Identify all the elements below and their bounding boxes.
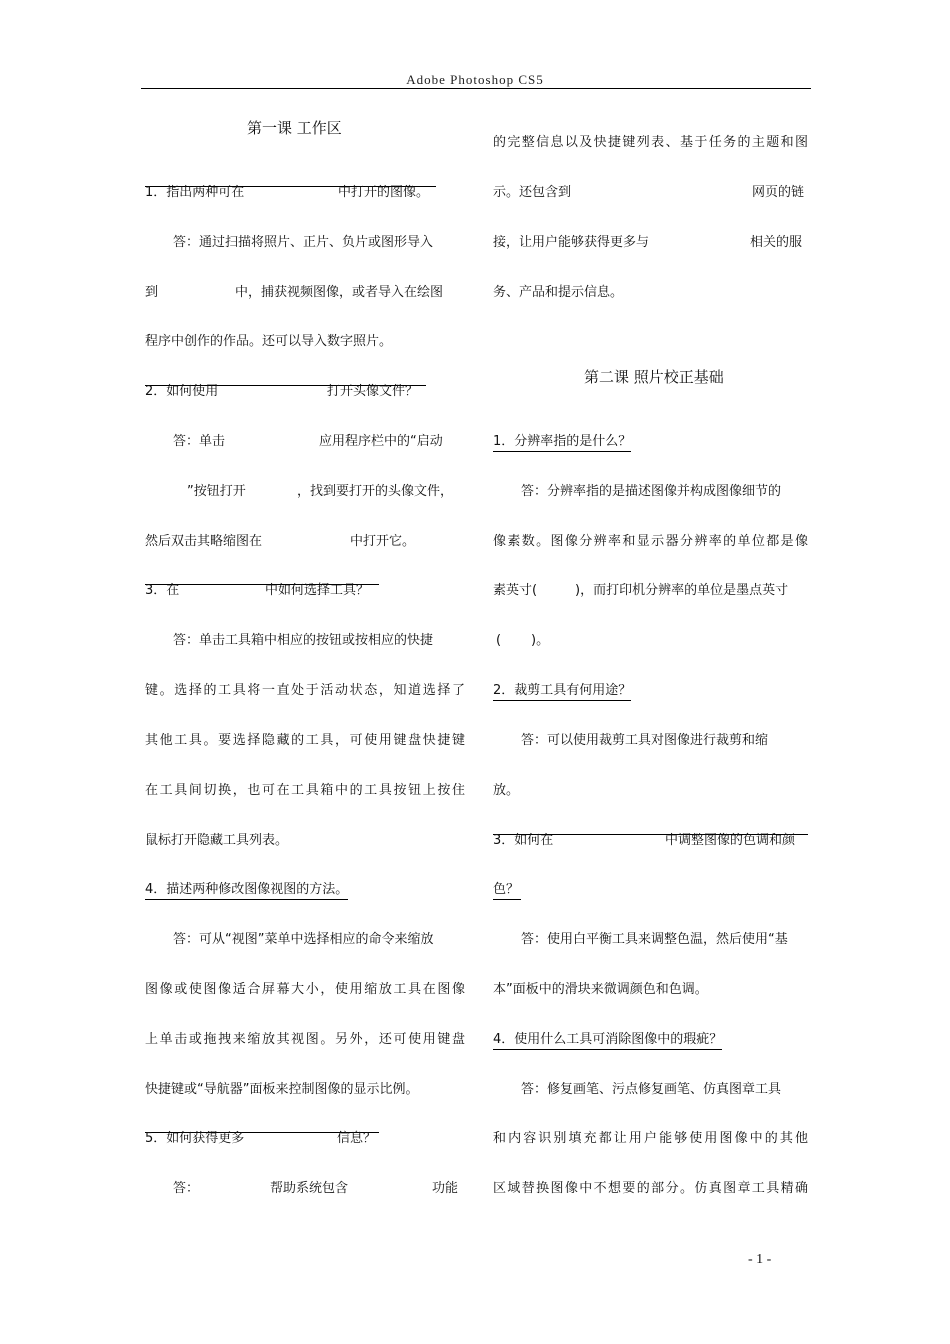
- answer-r4-line-2: 和内容识别填充都让用户能够使用图像中的其他: [493, 1131, 808, 1146]
- question-1: 1．指出两种可在 中打开的图像。: [145, 185, 436, 187]
- question-r3-line-2: 色？: [493, 882, 521, 900]
- question-r3: 3．如何在 中调整图像的色调和颜: [493, 833, 808, 835]
- answer-r1-line-1: 答：分辨率指的是描述图像并构成图像细节的: [521, 484, 782, 499]
- answer-r3-line-2: 本”面板中的滑块来微调颜色和色调。: [493, 982, 708, 997]
- header-rule: [141, 88, 811, 89]
- question-4: 4．描述两种修改图像视图的方法。: [145, 882, 348, 900]
- question-3: 3．在 中如何选择工具？: [145, 583, 379, 585]
- running-header: [0, 72, 950, 88]
- answer-4-line-1: 答：可从“视图”菜单中选择相应的命令来缩放: [173, 932, 434, 947]
- lesson-1-title: 第一课 工作区: [247, 119, 342, 137]
- answer-r2-line-2: 放。: [493, 783, 520, 798]
- lesson-2-title: 第二课 照片校正基础: [584, 368, 724, 386]
- question-r1: 1．分辨率指的是什么？: [493, 434, 631, 452]
- answer-3-line-1: 答：单击工具箱中相应的按钮或按相应的快捷: [173, 633, 434, 648]
- answer-r4-line-3: 区域替换图像中不想要的部分。仿真图章工具精确: [493, 1181, 808, 1196]
- answer-r1-line-2: 像素数。图像分辨率和显示器分辨率的单位都是像: [493, 534, 808, 549]
- answer-3-line-2: 键。选择的工具将一直处于活动状态，知道选择了: [145, 683, 465, 698]
- question-r4: 4．使用什么工具可消除图像中的瑕疵？: [493, 1032, 722, 1050]
- answer-4-line-2: 图像或使图像适合屏幕大小，使用缩放工具在图像: [145, 982, 465, 997]
- answer-3-line-5: 鼠标打开隐藏工具列表。: [145, 833, 289, 848]
- question-5: 5．如何获得更多 信息？: [145, 1131, 379, 1133]
- answer-r2-line-1: 答：可以使用裁剪工具对图像进行裁剪和缩: [521, 733, 769, 748]
- question-2: 2．如何使用 打开头像文件？: [145, 384, 426, 386]
- page-number: - 1 -: [748, 1252, 772, 1267]
- continued-line-4: 务、产品和提示信息。: [493, 285, 624, 300]
- continued-line-1: 的完整信息以及快捷键列表、基于任务的主题和图: [493, 135, 808, 150]
- answer-r3-line-1: 答：使用白平衡工具来调整色温，然后使用“基: [521, 932, 788, 947]
- answer-r4-line-1: 答：修复画笔、污点修复画笔、仿真图章工具: [521, 1082, 782, 1097]
- header-title: Adobe Photoshop CS5: [406, 72, 544, 87]
- answer-4-line-4: 快捷键或“导航器”面板来控制图像的显示比例。: [145, 1082, 419, 1097]
- answer-4-line-3: 上单击或拖拽来缩放其视图。另外，还可使用键盘: [145, 1032, 465, 1047]
- answer-3-line-4: 在工具间切换，也可在工具箱中的工具按钮上按住: [145, 783, 465, 798]
- answer-1-line-1: 答：通过扫描将照片、正片、负片或图形导入: [173, 235, 434, 250]
- answer-1-line-3: 程序中创作的作品。还可以导入数字照片。: [145, 334, 393, 349]
- answer-3-line-3: 其他工具。要选择隐藏的工具，可使用键盘快捷键: [145, 733, 465, 748]
- question-r2: 2．裁剪工具有何用途？: [493, 683, 631, 701]
